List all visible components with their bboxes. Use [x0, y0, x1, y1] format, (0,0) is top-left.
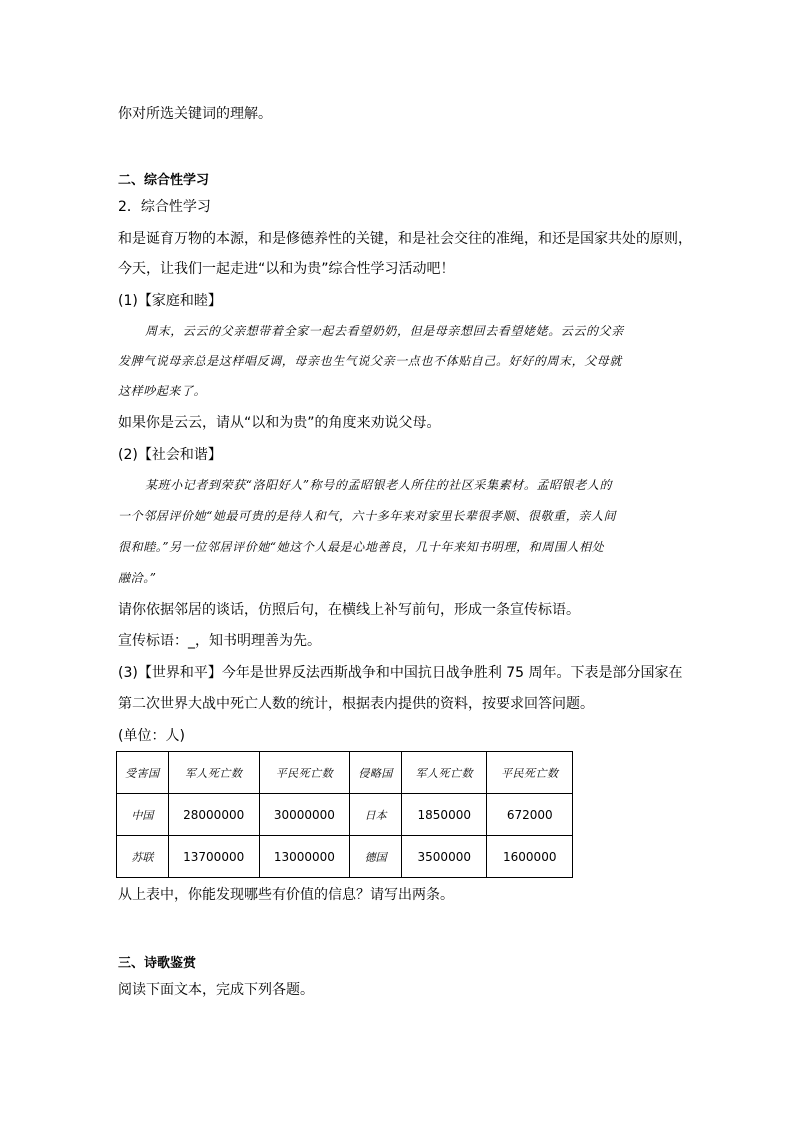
intro-line: 你对所选关键词的理解。: [118, 106, 272, 122]
table-cell: 28000000: [168, 794, 259, 836]
war-casualty-table: [116, 751, 573, 878]
table-cell: 30000000: [259, 794, 350, 836]
part1-label: (1)【家庭和睦】: [118, 293, 222, 309]
part2-passage-line-3: 很和睦。”另一位邻居评价她“她这个人最是心地善良，几十年来知书明理，和周围人相处: [118, 540, 605, 554]
question-title: 2．综合性学习: [118, 199, 211, 215]
table-cell-country: 德国: [350, 836, 402, 878]
part1-passage-line-1: 周末，云云的父亲想带着全家一起去看望奶奶，但是母亲想回去看望姥姥。云云的父亲: [145, 324, 624, 338]
table-cell-country: 中国: [117, 794, 169, 836]
part1-passage-line-2: 发脾气说母亲总是这样唱反调，母亲也生气说父亲一点也不体贴自己。好好的周末，父母就: [118, 354, 623, 368]
part3-label-line-1: (3)【世界和平】今年是世界反法西斯战争和中国抗日战争胜利 75 周年。下表是部分国家在: [118, 665, 683, 681]
table-cell: 13700000: [168, 836, 259, 878]
table-header-cell: 军人死亡数: [402, 752, 487, 794]
part3-question: 从上表中，你能发现哪些有价值的信息？请写出两条。: [118, 887, 454, 903]
table-cell: 1850000: [402, 794, 487, 836]
table-header-cell: 侵略国: [350, 752, 402, 794]
table-header-cell: 平民死亡数: [259, 752, 350, 794]
table-cell: 672000: [487, 794, 573, 836]
intro-paragraph-line-1: 和是诞育万物的本源，和是修德养性的关键，和是社会交往的准绳，和还是国家共处的原则，: [118, 231, 692, 247]
table-cell: 1600000: [487, 836, 573, 878]
part2-question: 请你依据邻居的谈话，仿照后句，在横线上补写前句，形成一条宣传标语。: [118, 602, 580, 618]
section-heading-poetry: 三、诗歌鉴赏: [118, 956, 197, 971]
table-row: [117, 794, 573, 836]
poetry-instruction: 阅读下面文本，完成下列各题。: [118, 982, 314, 998]
part2-slogan: 宣传标语：_，知书明理善为先。: [118, 633, 321, 649]
part1-question: 如果你是云云，请从“以和为贵”的角度来劝说父母。: [118, 415, 441, 431]
table-cell-country: 苏联: [117, 836, 169, 878]
part3-label-line-2: 第二次世界大战中死亡人数的统计，根据表内提供的资料，按要求回答问题。: [118, 696, 594, 712]
part2-label: (2)【社会和谐】: [118, 447, 222, 463]
part2-passage-line-1: 某班小记者到荣获“洛阳好人”称号的孟昭银老人所住的社区采集素材。孟昭银老人的: [145, 478, 613, 492]
part2-passage-line-2: 一个邻居评价她“她最可贵的是待人和气，六十多年来对家里长辈很孝顺、很敬重，亲人间: [118, 509, 617, 523]
section-heading-comprehensive: 二、综合性学习: [118, 173, 210, 188]
table-header-row: [117, 752, 573, 794]
table-header-cell: 受害国: [117, 752, 169, 794]
table-cell: 3500000: [402, 836, 487, 878]
intro-paragraph-line-2: 今天，让我们一起走进“以和为贵”综合性学习活动吧！: [118, 261, 455, 277]
table-unit: (单位：人): [118, 728, 185, 744]
part2-passage-line-4: 融洽。”: [118, 571, 157, 585]
table-header-cell: 军人死亡数: [168, 752, 259, 794]
table-cell: 13000000: [259, 836, 350, 878]
table-row: [117, 836, 573, 878]
table-cell-country: 日本: [350, 794, 402, 836]
table-header-cell: 平民死亡数: [487, 752, 573, 794]
part1-passage-line-3: 这样吵起来了。: [118, 384, 207, 398]
